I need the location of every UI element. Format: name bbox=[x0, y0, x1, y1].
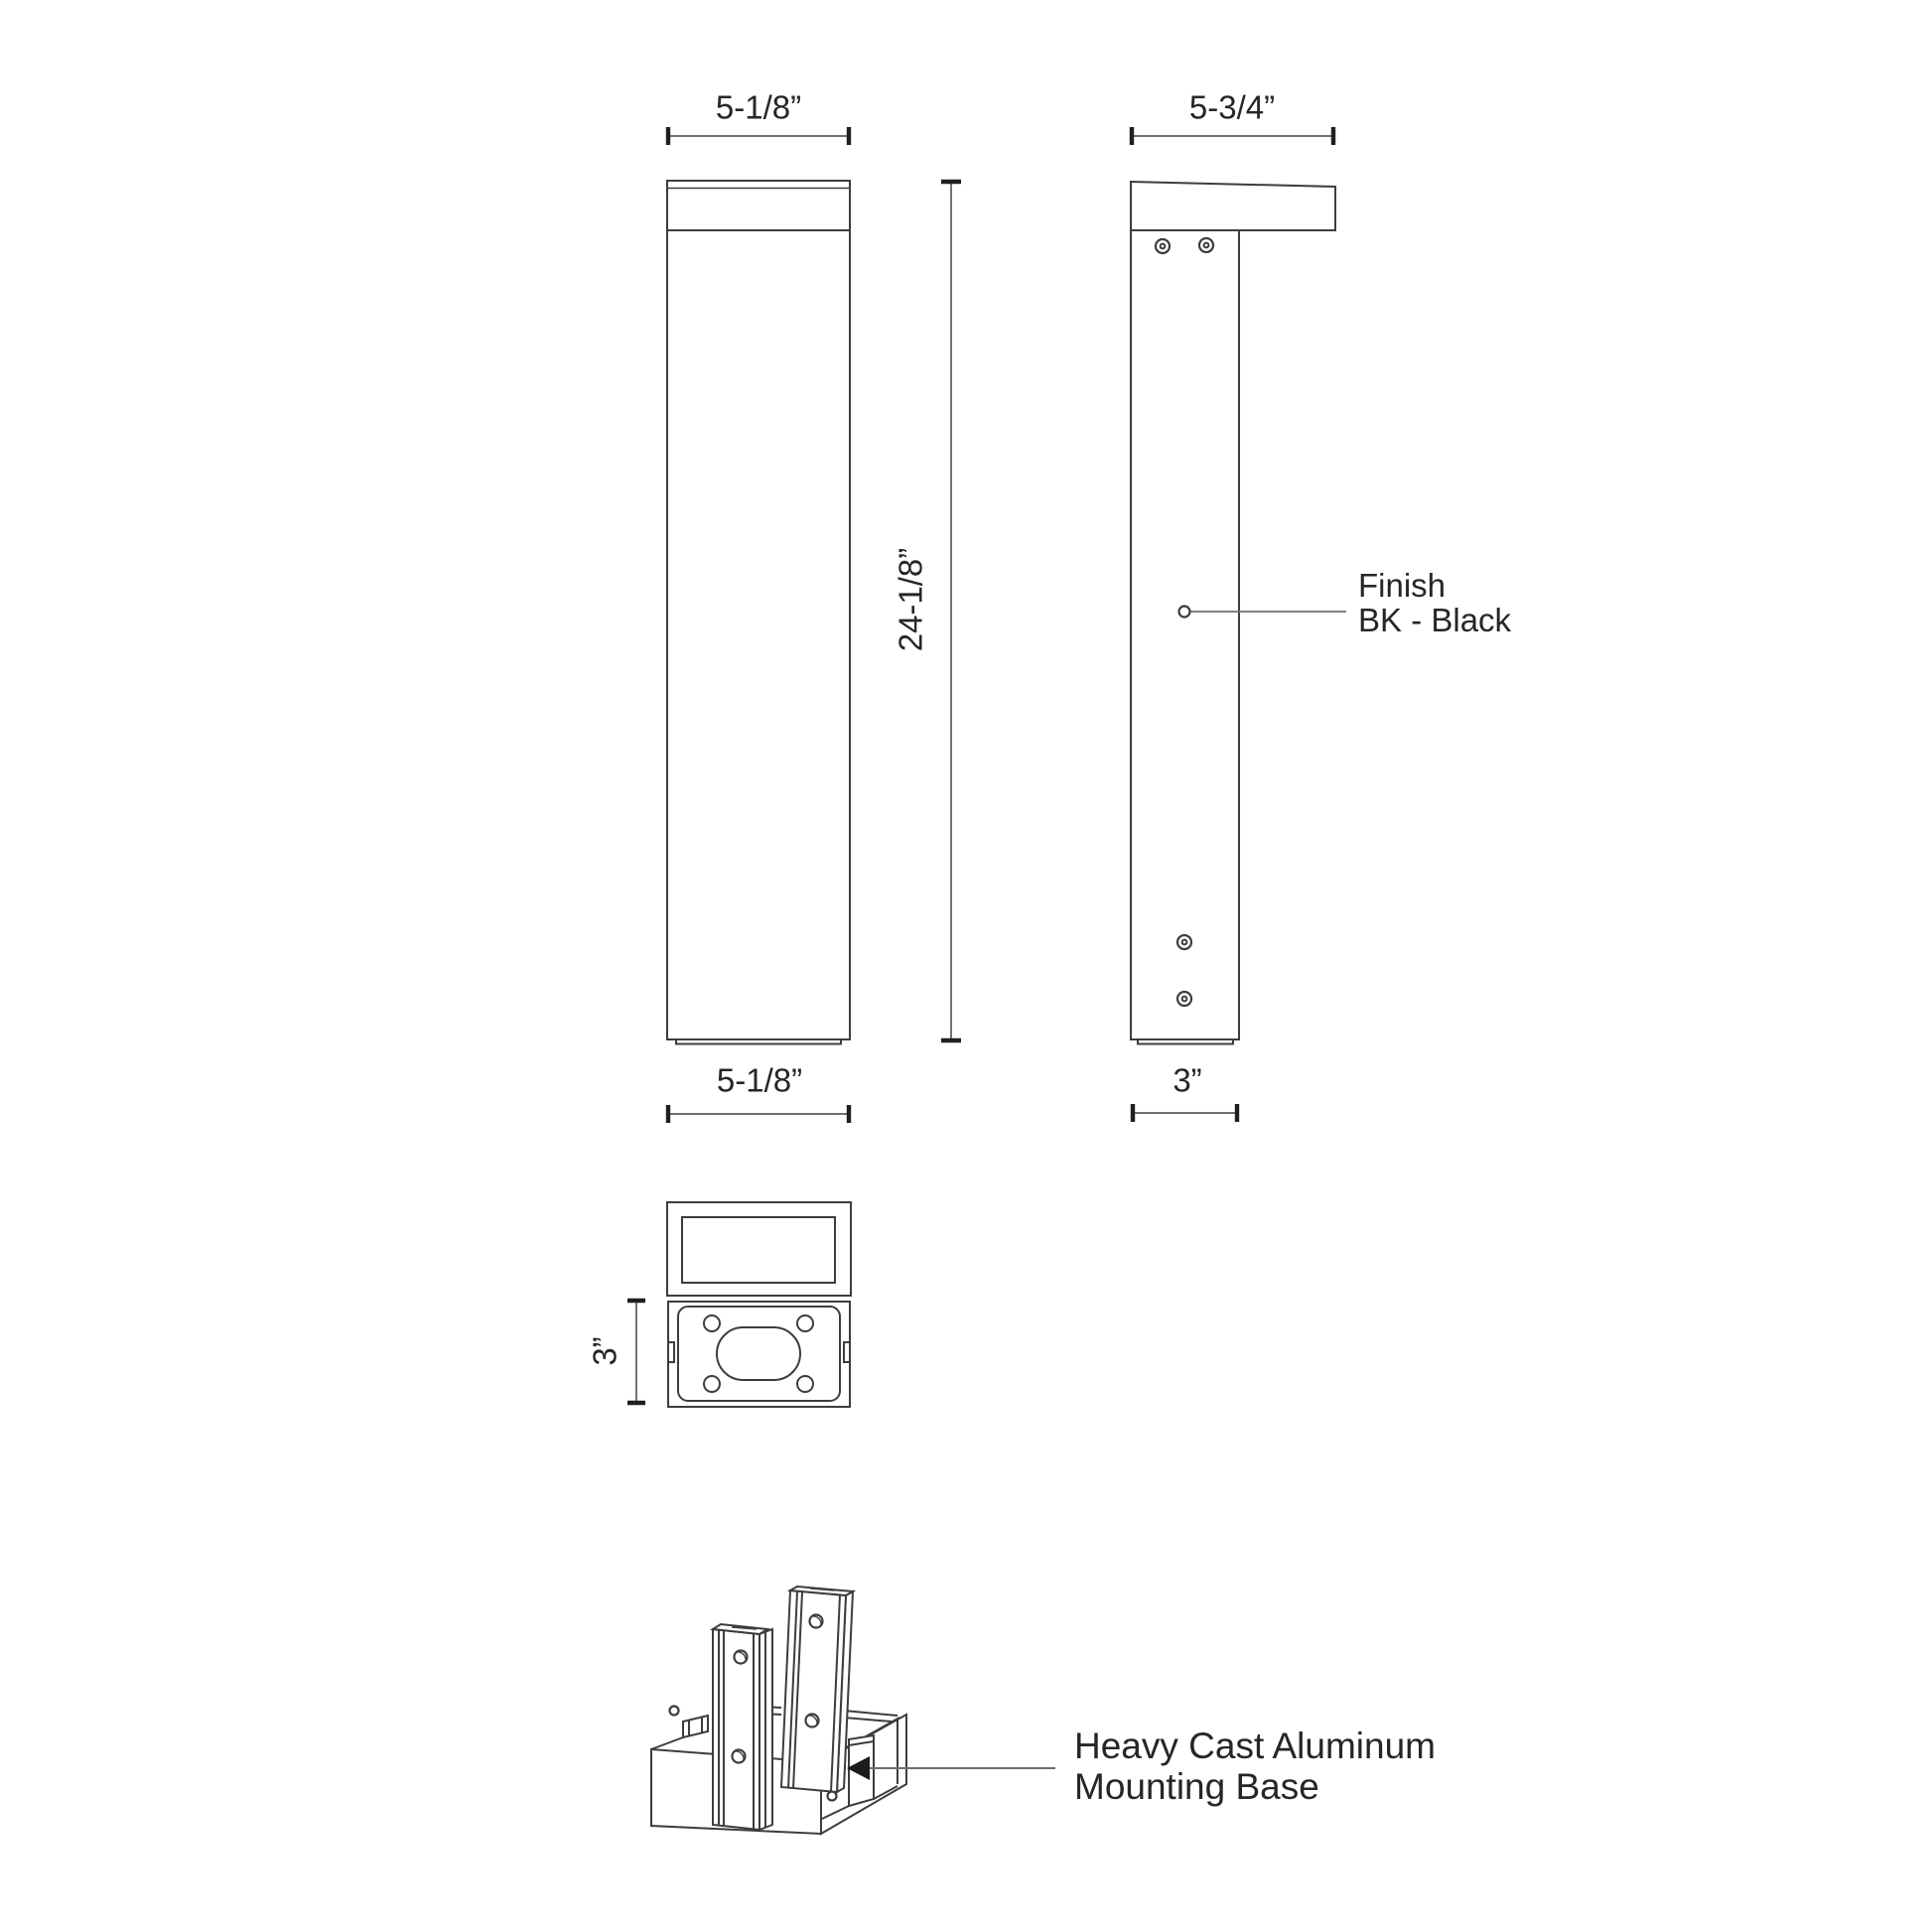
dim-top-view-depth bbox=[627, 1301, 645, 1403]
mounting-base-view bbox=[651, 1587, 906, 1834]
dim-label-front-top-width: 5-1/8” bbox=[715, 88, 802, 126]
side-screws bbox=[1156, 238, 1213, 1006]
base-left-rail bbox=[713, 1624, 772, 1830]
finish-leader bbox=[1179, 607, 1347, 618]
side-view bbox=[1131, 182, 1335, 1044]
dim-label-top-view-depth: 3” bbox=[586, 1336, 623, 1366]
top-view bbox=[667, 1202, 851, 1407]
wiring-cutout bbox=[717, 1327, 800, 1380]
finish-title: Finish bbox=[1358, 567, 1447, 604]
front-view bbox=[667, 181, 850, 1044]
dim-front-bottom-width bbox=[668, 1105, 849, 1123]
dim-front-top-width bbox=[668, 127, 849, 145]
base-label-line2: Mounting Base bbox=[1074, 1766, 1319, 1807]
dim-label-front-bottom-width: 5-1/8” bbox=[716, 1061, 803, 1099]
finish-annotation bbox=[1358, 568, 1511, 637]
dim-label-front-height: 24-1/8” bbox=[892, 547, 929, 652]
dim-front-height bbox=[941, 182, 961, 1040]
base-annotation bbox=[1074, 1725, 1436, 1807]
base-right-rail bbox=[781, 1587, 853, 1792]
dim-side-bottom-depth bbox=[1133, 1104, 1237, 1122]
dim-side-top-width bbox=[1132, 127, 1333, 145]
dim-label-side-bottom-depth: 3” bbox=[1173, 1061, 1202, 1099]
dim-label-side-top-width: 5-3/4” bbox=[1188, 88, 1276, 126]
base-label-line1: Heavy Cast Aluminum bbox=[1074, 1725, 1436, 1766]
finish-value: BK - Black bbox=[1358, 602, 1512, 638]
